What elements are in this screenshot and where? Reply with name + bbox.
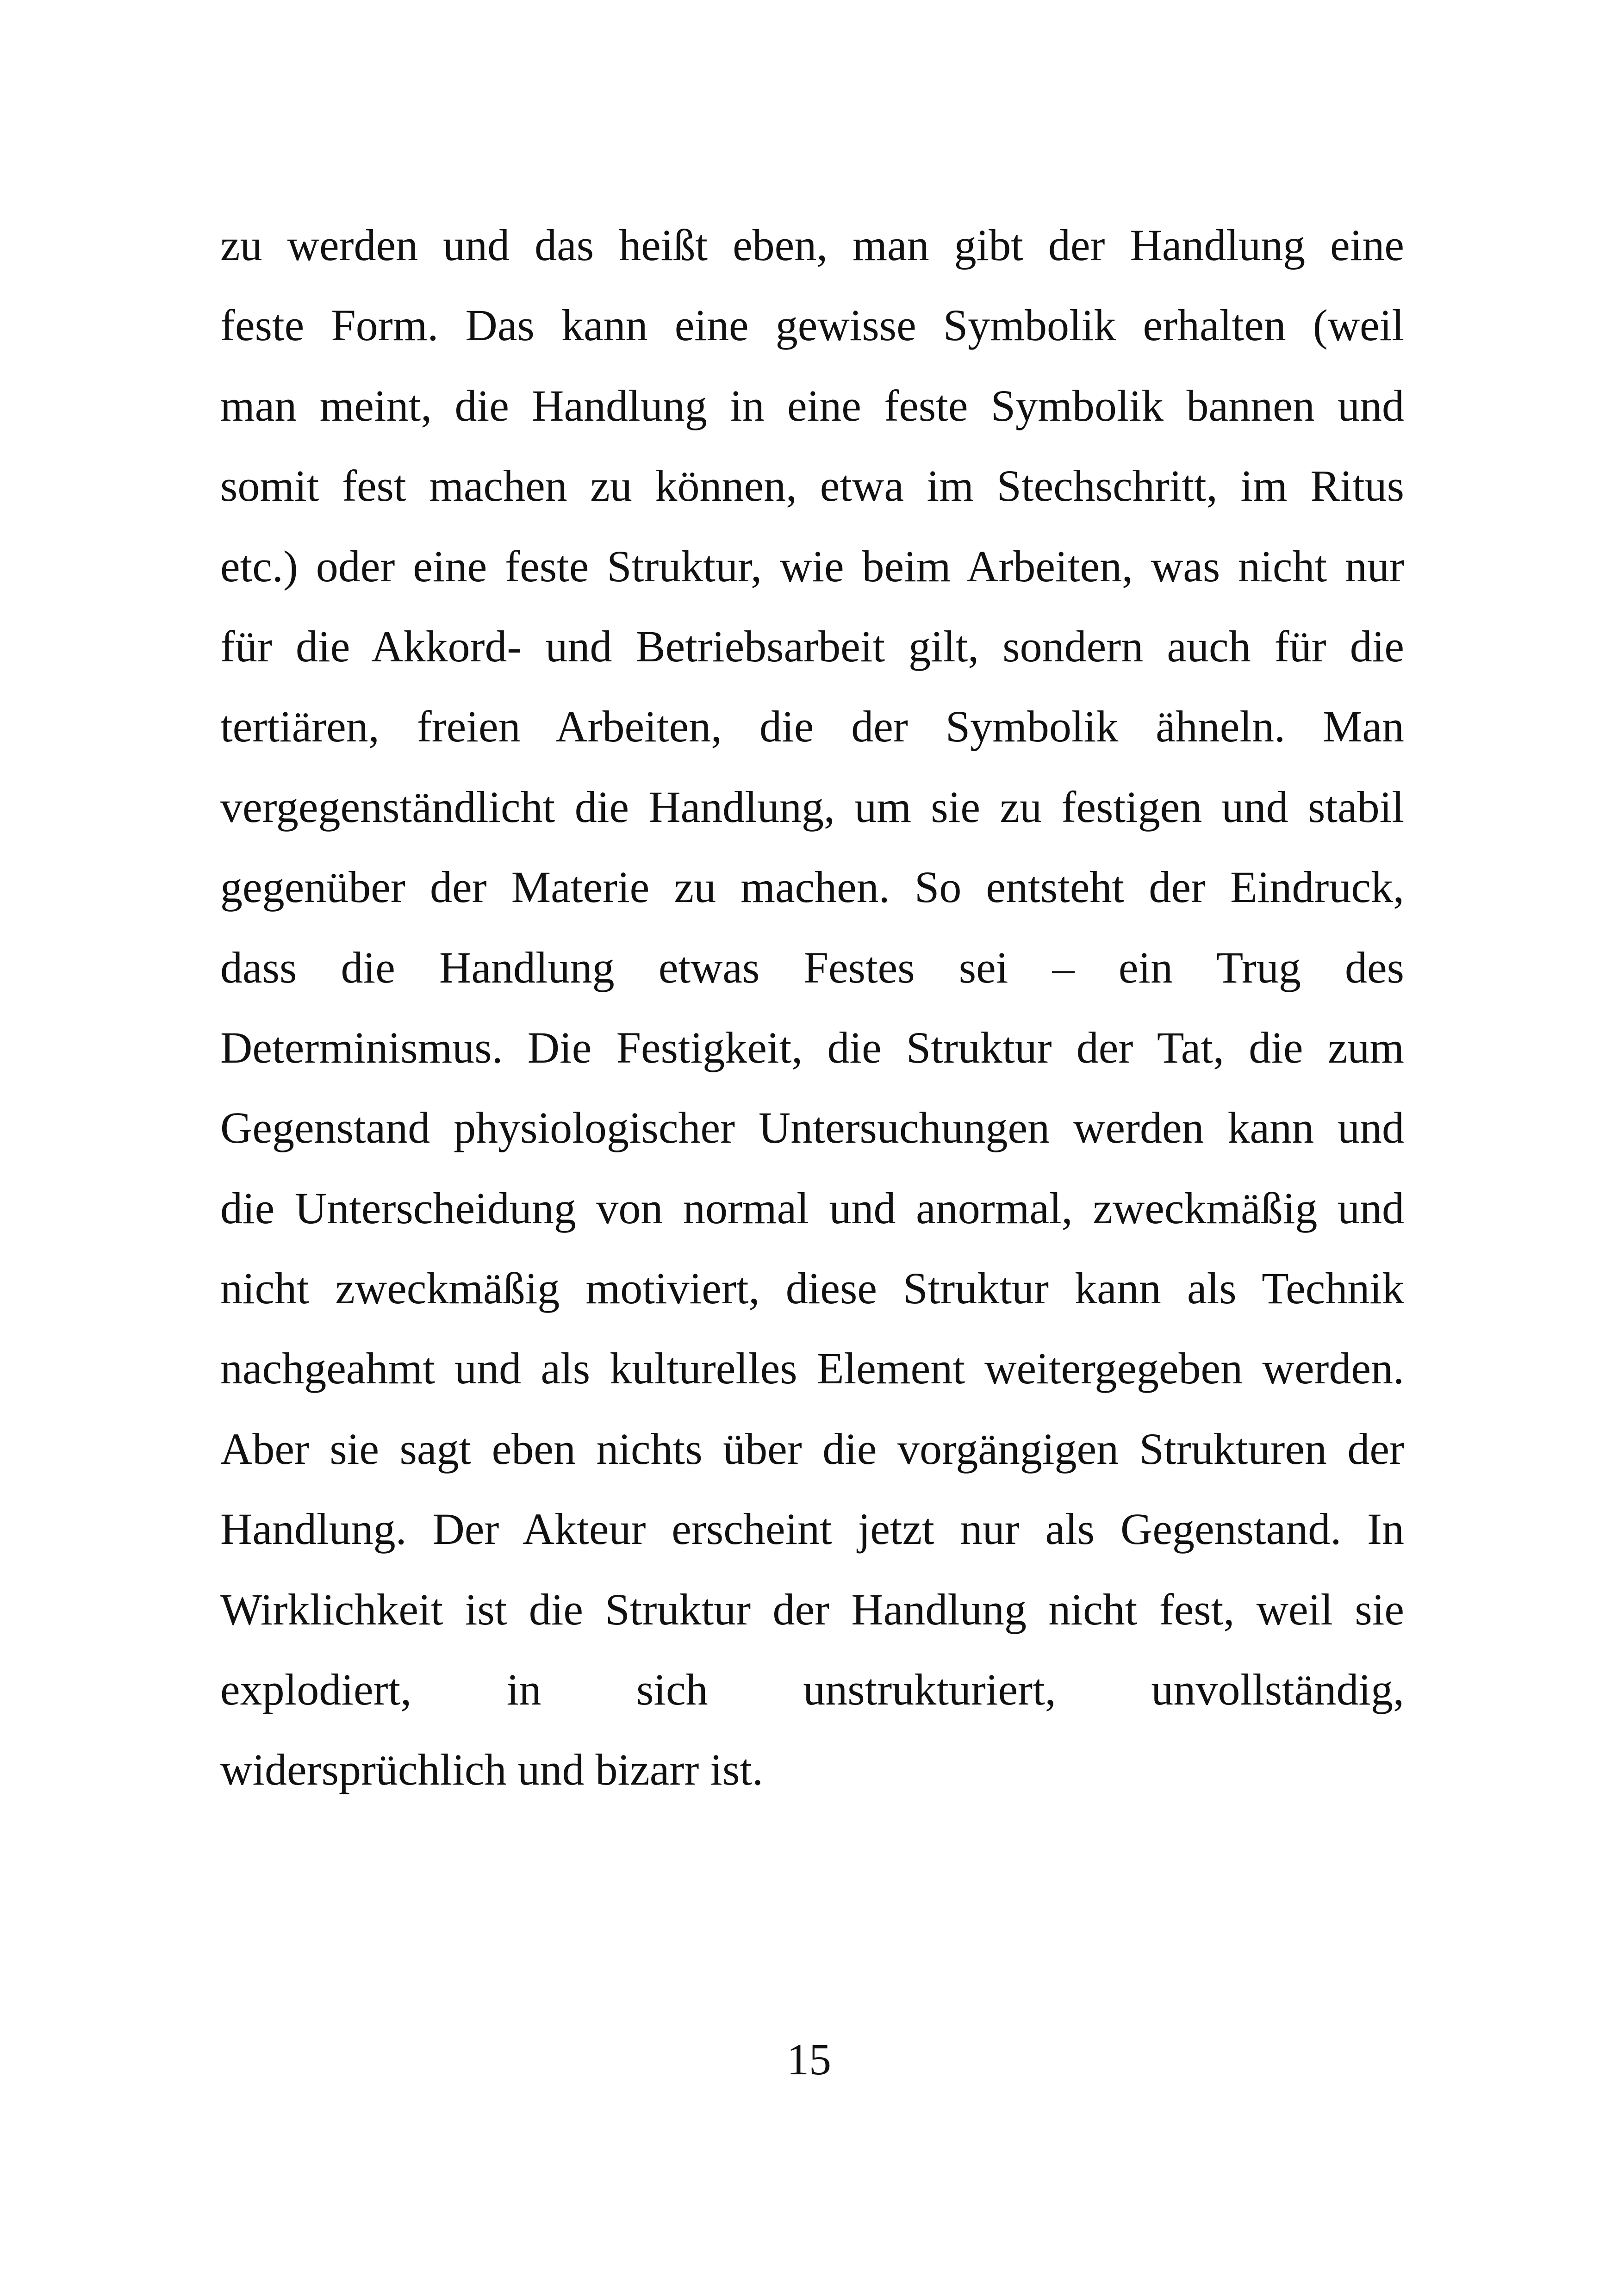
- text-line: nachgeahmt und als kulturelles Element weitergegeben werden.: [220, 1344, 1404, 1394]
- text-line: Aber sie sagt eben nichts über die vorgängigen Strukturen der: [220, 1424, 1404, 1474]
- page-number: 15: [787, 2035, 831, 2084]
- text-line: Gegenstand physiologischer Untersuchungen werden kann und: [220, 1103, 1404, 1153]
- text-line: widersprüchlich und bizarr ist.: [220, 1745, 763, 1795]
- text-line: feste Form. Das kann eine gewisse Symbolik erhalten (weil: [220, 300, 1404, 350]
- text-line: die Unterscheidung von normal und anormal, zweckmäßig und: [220, 1183, 1404, 1233]
- text-line: explodiert, in sich unstrukturiert, unvollständig,: [220, 1665, 1404, 1715]
- text-line: vergegenständlicht die Handlung, um sie zu festigen und stabil: [220, 782, 1404, 832]
- text-line: tertiären, freien Arbeiten, die der Symbolik ähneln. Man: [220, 702, 1404, 752]
- text-line: somit fest machen zu können, etwa im Stechschritt, im Ritus: [220, 461, 1404, 511]
- body-paragraph: [220, 205, 1404, 1810]
- text-line: Handlung. Der Akteur erscheint jetzt nur als Gegenstand. In: [220, 1504, 1404, 1554]
- text-line: etc.) oder eine feste Struktur, wie beim Arbeiten, was nicht nur: [220, 541, 1404, 591]
- text-line: für die Akkord- und Betriebsarbeit gilt, sondern auch für die: [220, 621, 1404, 671]
- text-line: man meint, die Handlung in eine feste Symbolik bannen und: [220, 380, 1404, 430]
- text-line: gegenüber der Materie zu machen. So entsteht der Eindruck,: [220, 862, 1404, 912]
- text-line: Wirklichkeit ist die Struktur der Handlung nicht fest, weil sie: [220, 1584, 1404, 1634]
- text-line: nicht zweckmäßig motiviert, diese Struktur kann als Technik: [220, 1263, 1404, 1313]
- text-line: dass die Handlung etwas Festes sei – ein Trug des: [220, 942, 1404, 992]
- text-line: zu werden und das heißt eben, man gibt der Handlung eine: [220, 220, 1404, 270]
- text-line: Determinismus. Die Festigkeit, die Struktur der Tat, die zum: [220, 1022, 1404, 1072]
